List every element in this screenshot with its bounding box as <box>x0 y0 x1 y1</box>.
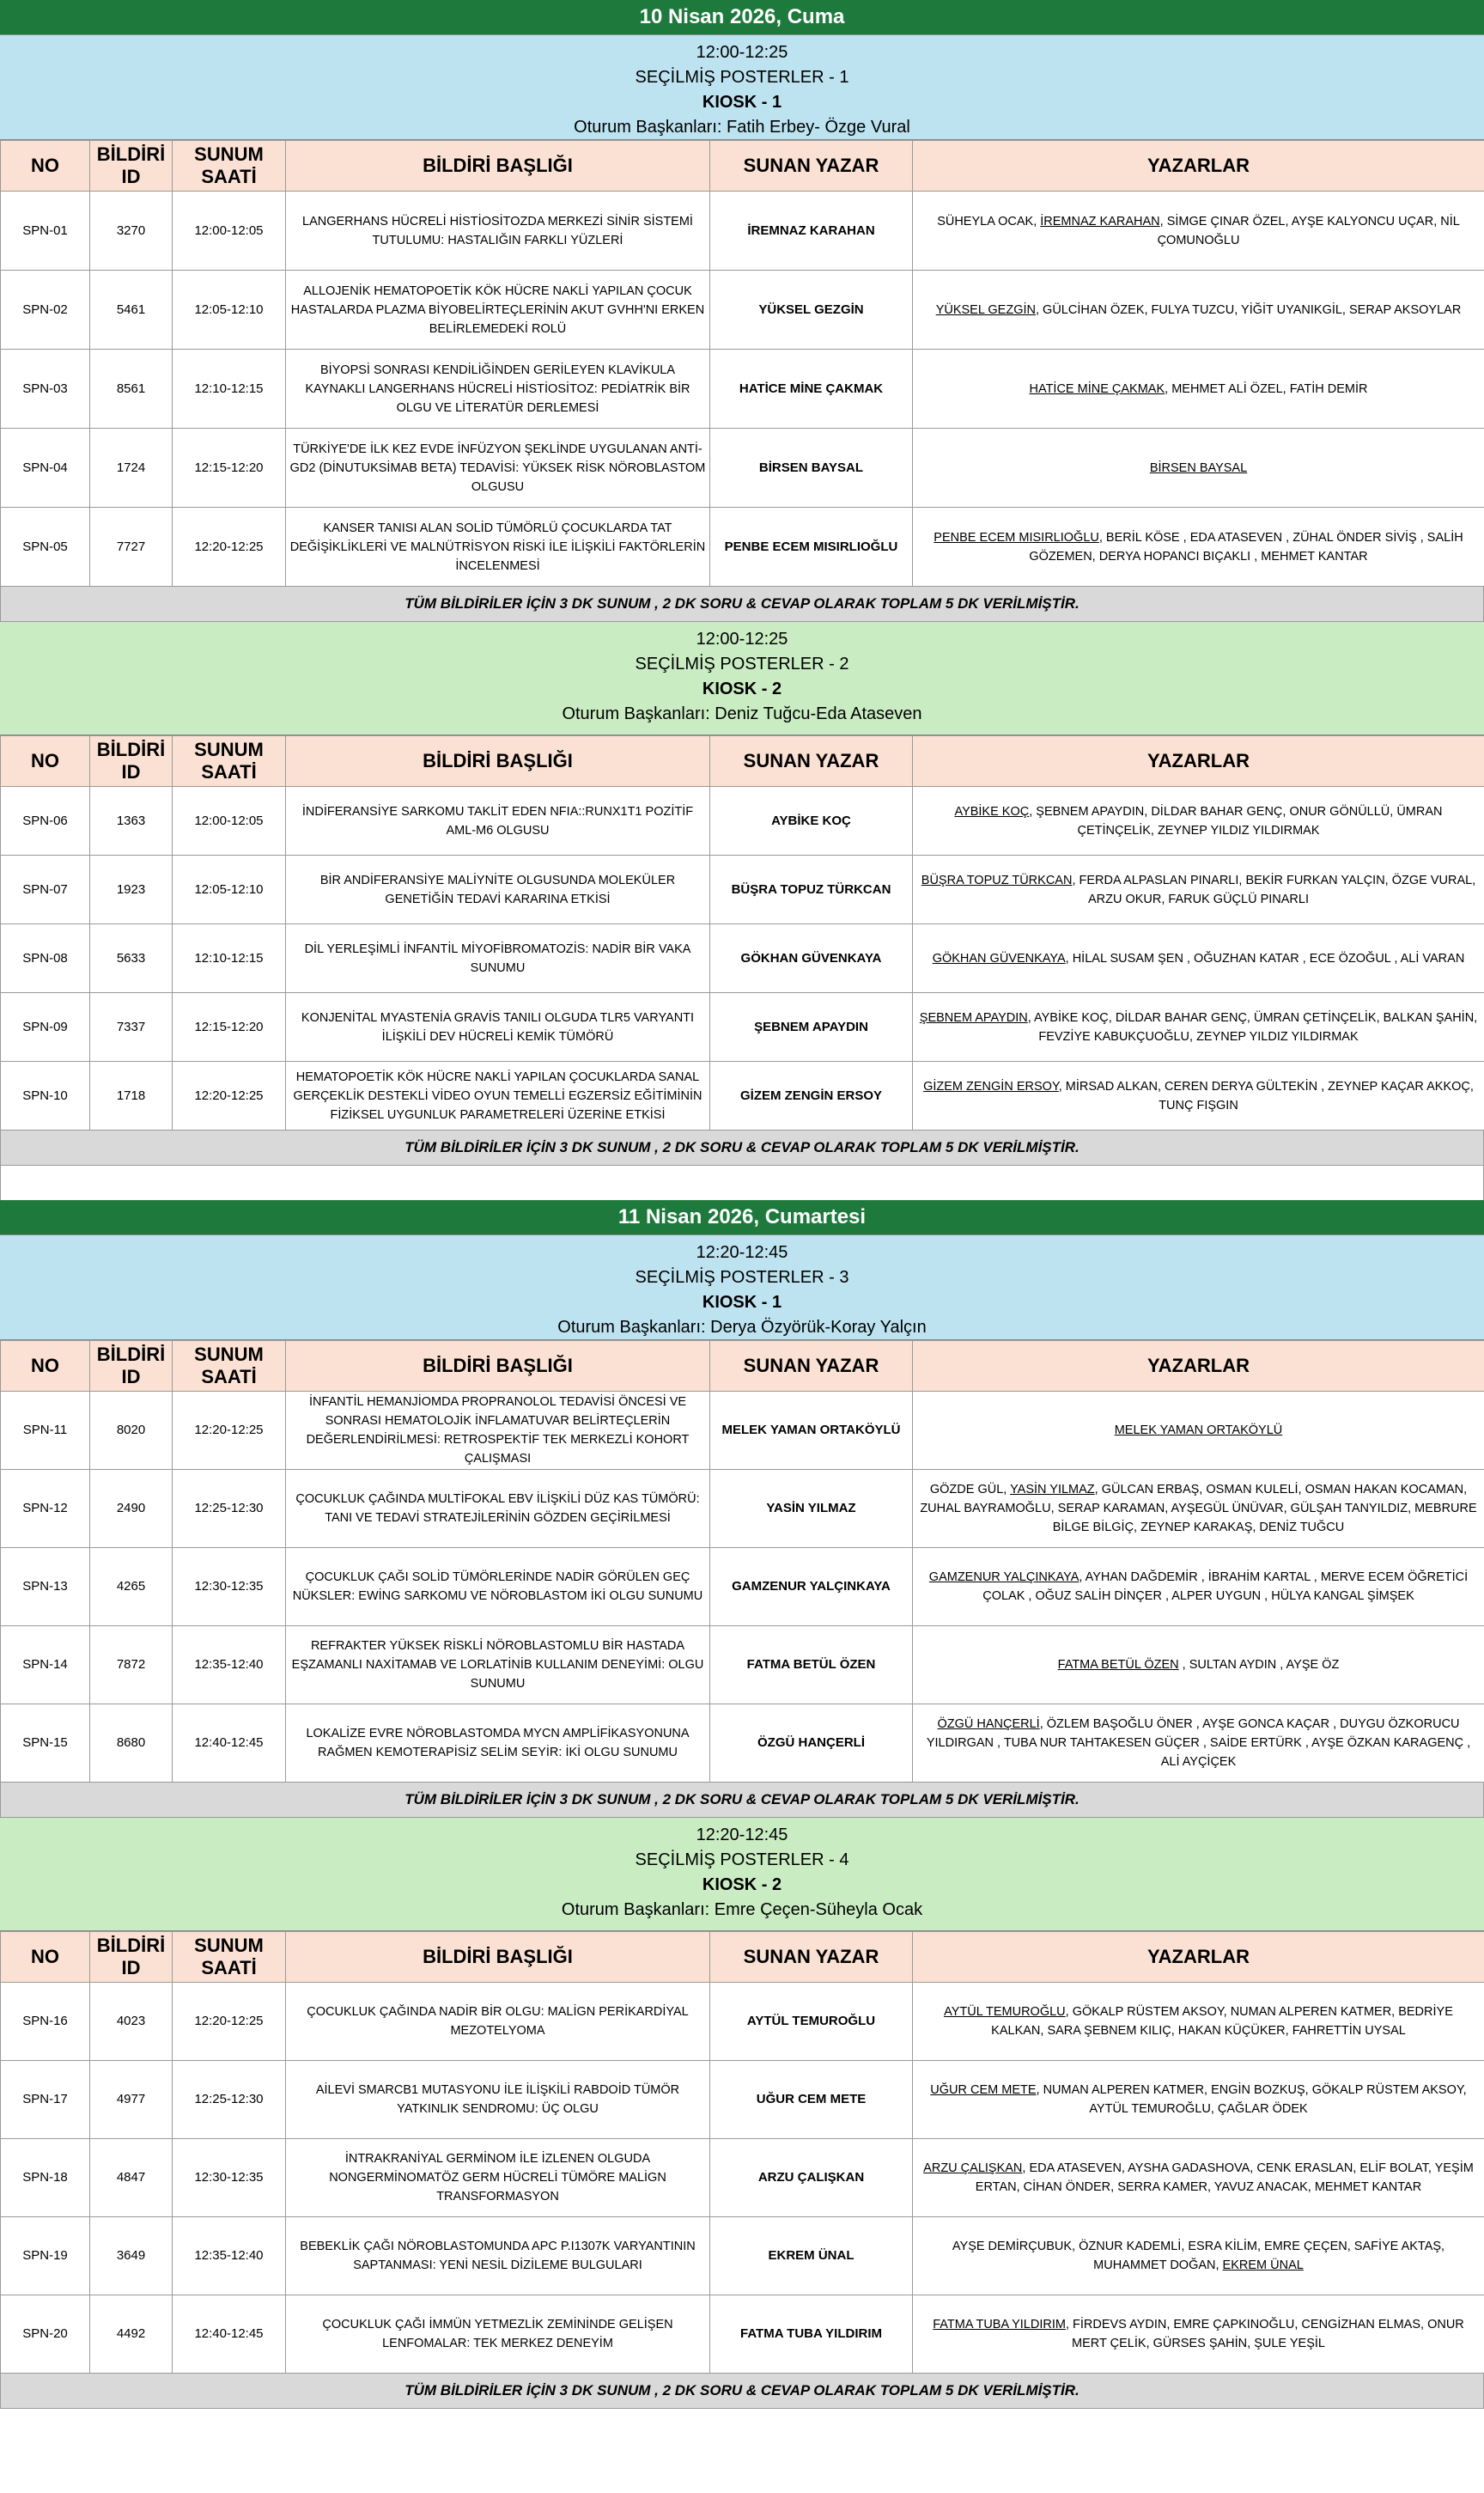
cell-presenter: AYBİKE KOÇ <box>710 787 913 856</box>
cell-time: 12:25-12:30 <box>173 1470 286 1548</box>
cell-time: 12:10-12:15 <box>173 350 286 429</box>
cell-id: 3649 <box>90 2217 173 2295</box>
table-header-row <box>1 1341 1484 1392</box>
cell-authors <box>913 2061 1484 2139</box>
cell-id: 2490 <box>90 1470 173 1548</box>
cell-title: İNTRAKRANİYAL GERMİNOM İLE İZLENEN OLGUDA NONGERMİNOMATÖZ GERM HÜCRELİ TÜMÖRE MALİGN TRANSFORMASYON <box>286 2139 710 2217</box>
session-table <box>0 735 1484 1131</box>
author-text: SÜHEYLA OCAK, <box>937 214 1041 229</box>
cell-authors <box>913 2139 1484 2217</box>
cell-time: 12:00-12:05 <box>173 787 286 856</box>
cell-authors <box>913 1626 1484 1704</box>
column-header-title: BİLDİRİ BAŞLIĞI <box>286 736 710 787</box>
day-spacer <box>0 1166 1484 1200</box>
cell-presenter: BİRSEN BAYSAL <box>710 429 913 508</box>
presenting-author: AYBİKE KOÇ <box>954 804 1030 819</box>
author-text: , NUMAN ALPEREN KATMER, ENGİN BOZKUŞ, GÖKALP RÜSTEM AKSOY, AYTÜL TEMUROĞLU, ÇAĞLAR ÖDEK <box>1036 2083 1467 2116</box>
cell-title: DİL YERLEŞİMLİ İNFANTİL MİYOFİBROMATOZİS: NADİR BİR VAKA SUNUMU <box>286 924 710 993</box>
cell-authors <box>913 1983 1484 2061</box>
cell-no: SPN-11 <box>1 1392 90 1470</box>
column-header-time: SUNUM SAATİ <box>173 1932 286 1983</box>
cell-time: 12:20-12:25 <box>173 1983 286 2061</box>
column-header-id: BİLDİRİ ID <box>90 141 173 192</box>
author-text: , AYHAN DAĞDEMİR , İBRAHİM KARTAL , MERVE ECEM ÖĞRETİCİ ÇOLAK , OĞUZ SALİH DİNÇER , ALPER UYGUN , HÜLYA KANGAL ŞİMŞEK <box>982 1570 1469 1603</box>
cell-presenter: FATMA TUBA YILDIRIM <box>710 2295 913 2374</box>
cell-authors <box>913 993 1484 1062</box>
cell-authors <box>913 429 1484 508</box>
cell-presenter: GÖKHAN GÜVENKAYA <box>710 924 913 993</box>
cell-id: 5633 <box>90 924 173 993</box>
table-row <box>1 1392 1484 1470</box>
cell-title: HEMATOPOETİK KÖK HÜCRE NAKLİ YAPILAN ÇOCUKLARDA SANAL GERÇEKLİK DESTEKLİ VİDEO OYUN TEMELLİ EGZERSİZ EĞİTİMİNİN FİZİKSEL UYGUNLUK PARAMETRELERİ ÜZERİNE ETKİSİ <box>286 1062 710 1131</box>
session-note: TÜM BİLDİRİLER İÇİN 3 DK SUNUM , 2 DK SORU & CEVAP OLARAK TOPLAM 5 DK VERİLMİŞTİR. <box>0 587 1484 622</box>
cell-time: 12:20-12:25 <box>173 508 286 587</box>
cell-presenter: FATMA BETÜL ÖZEN <box>710 1626 913 1704</box>
session-table <box>0 1931 1484 2374</box>
table-row <box>1 787 1484 856</box>
column-header-id: BİLDİRİ ID <box>90 1341 173 1392</box>
column-header-authors: YAZARLAR <box>913 1932 1484 1983</box>
presenting-author: GİZEM ZENGİN ERSOY <box>923 1079 1059 1094</box>
session-note: TÜM BİLDİRİLER İÇİN 3 DK SUNUM , 2 DK SORU & CEVAP OLARAK TOPLAM 5 DK VERİLMİŞTİR. <box>0 1131 1484 1166</box>
cell-time: 12:05-12:10 <box>173 856 286 924</box>
cell-presenter: HATİCE MİNE ÇAKMAK <box>710 350 913 429</box>
cell-authors <box>913 1392 1484 1470</box>
column-header-id: BİLDİRİ ID <box>90 1932 173 1983</box>
session-name: SEÇİLMİŞ POSTERLER - 4 <box>635 1850 849 1869</box>
day-title: 10 Nisan 2026, Cuma <box>0 0 1484 35</box>
cell-title: KONJENİTAL MYASTENİA GRAVİS TANILI OLGUDA TLR5 VARYANTI İLİŞKİLİ DEV HÜCRELİ KEMİK TÜMÖRÜ <box>286 993 710 1062</box>
presenting-author: AYTÜL TEMUROĞLU <box>944 2005 1066 2019</box>
author-text: , MEHMET ALİ ÖZEL, FATİH DEMİR <box>1165 381 1368 396</box>
cell-time: 12:30-12:35 <box>173 1548 286 1626</box>
column-header-authors: YAZARLAR <box>913 1341 1484 1392</box>
session-note: TÜM BİLDİRİLER İÇİN 3 DK SUNUM , 2 DK SORU & CEVAP OLARAK TOPLAM 5 DK VERİLMİŞTİR. <box>0 2374 1484 2409</box>
cell-authors <box>913 1548 1484 1626</box>
cell-no: SPN-17 <box>1 2061 90 2139</box>
session-table <box>0 140 1484 587</box>
presenting-author: YASİN YILMAZ <box>1010 1483 1095 1496</box>
table-row <box>1 1548 1484 1626</box>
cell-id: 1718 <box>90 1062 173 1131</box>
cell-presenter: YÜKSEL GEZGİN <box>710 271 913 350</box>
cell-title: ALLOJENİK HEMATOPOETİK KÖK HÜCRE NAKLİ YAPILAN ÇOCUK HASTALARDA PLAZMA BİYOBELİRTEÇLERİNİN AKUT GVHH'NI ERKEN BELİRLEMEDEKİ ROLÜ <box>286 271 710 350</box>
column-header-presenter: SUNAN YAZAR <box>710 1932 913 1983</box>
cell-title: İNDİFERANSİYE SARKOMU TAKLİT EDEN NFIA::RUNX1T1 POZİTİF AML-M6 OLGUSU <box>286 787 710 856</box>
author-text: , SULTAN AYDIN , AYŞE ÖZ <box>1178 1658 1340 1672</box>
session-chairs: Oturum Başkanları: Emre Çeçen-Süheyla Ocak <box>561 1900 923 1919</box>
cell-no: SPN-09 <box>1 993 90 1062</box>
column-header-time: SUNUM SAATİ <box>173 1341 286 1392</box>
table-row <box>1 856 1484 924</box>
cell-no: SPN-20 <box>1 2295 90 2374</box>
table-row <box>1 429 1484 508</box>
column-header-authors: YAZARLAR <box>913 736 1484 787</box>
cell-title: BİYOPSİ SONRASI KENDİLİĞİNDEN GERİLEYEN KLAVİKULA KAYNAKLI LANGERHANS HÜCRELİ HİSTİOSİTOZ: PEDİATRİK BİR OLGU VE LİTERATÜR DERLEMESİ <box>286 350 710 429</box>
presenting-author: ARZU ÇALIŞKAN <box>923 2161 1023 2175</box>
cell-time: 12:00-12:05 <box>173 192 286 271</box>
presenting-author: YÜKSEL GEZGİN <box>935 302 1036 317</box>
cell-presenter: PENBE ECEM MISIRLIOĞLU <box>710 508 913 587</box>
cell-id: 7872 <box>90 1626 173 1704</box>
session-time: 12:00-12:25 <box>696 630 788 649</box>
table-row <box>1 2295 1484 2374</box>
table-row <box>1 993 1484 1062</box>
table-row <box>1 1983 1484 2061</box>
column-header-no: NO <box>1 1341 90 1392</box>
cell-title: AİLEVİ SMARCB1 MUTASYONU İLE İLİŞKİLİ RABDOİD TÜMÖR YATKINLIK SENDROMU: ÜÇ OLGU <box>286 2061 710 2139</box>
cell-time: 12:15-12:20 <box>173 993 286 1062</box>
cell-no: SPN-08 <box>1 924 90 993</box>
column-header-title: BİLDİRİ BAŞLIĞI <box>286 1341 710 1392</box>
cell-time: 12:30-12:35 <box>173 2139 286 2217</box>
cell-id: 4847 <box>90 2139 173 2217</box>
column-header-time: SUNUM SAATİ <box>173 736 286 787</box>
cell-time: 12:20-12:25 <box>173 1062 286 1131</box>
presenting-author: PENBE ECEM MISIRLIOĞLU <box>934 530 1099 545</box>
table-row <box>1 1626 1484 1704</box>
column-header-authors: YAZARLAR <box>913 141 1484 192</box>
cell-authors <box>913 508 1484 587</box>
cell-no: SPN-05 <box>1 508 90 587</box>
cell-authors <box>913 2217 1484 2295</box>
table-header-row <box>1 736 1484 787</box>
author-text: , AYBİKE KOÇ, DİLDAR BAHAR GENÇ, ÜMRAN ÇETİNÇELİK, BALKAN ŞAHİN, FEVZİYE KABUKÇUOĞLU, ZEYNEP YILDIZ YILDIRMAK <box>1027 1010 1478 1044</box>
presenting-author: GAMZENUR YALÇINKAYA <box>928 1570 1080 1584</box>
cell-time: 12:05-12:10 <box>173 271 286 350</box>
cell-authors <box>913 1470 1484 1548</box>
author-text: , HİLAL SUSAM ŞEN , OĞUZHAN KATAR , ECE ÖZOĞUL , ALİ VARAN <box>1065 951 1465 966</box>
cell-id: 4492 <box>90 2295 173 2374</box>
cell-id: 8680 <box>90 1704 173 1783</box>
cell-authors <box>913 924 1484 993</box>
cell-presenter: AYTÜL TEMUROĞLU <box>710 1983 913 2061</box>
table-row <box>1 924 1484 993</box>
table-row <box>1 192 1484 271</box>
table-row <box>1 2061 1484 2139</box>
cell-id: 4023 <box>90 1983 173 2061</box>
cell-id: 5461 <box>90 271 173 350</box>
cell-title: KANSER TANISI ALAN SOLİD TÜMÖRLÜ ÇOCUKLARDA TAT DEĞİŞİKLİKLERİ VE MALNÜTRİSYON RİSKİ İLE İLİŞKİLİ FAKTÖRLERİN İNCELENMESİ <box>286 508 710 587</box>
cell-authors <box>913 192 1484 271</box>
session-table <box>0 1340 1484 1783</box>
cell-title: ÇOCUKLUK ÇAĞINDA NADİR BİR OLGU: MALİGN PERİKARDİYAL MEZOTELYOMA <box>286 1983 710 2061</box>
cell-presenter: ARZU ÇALIŞKAN <box>710 2139 913 2217</box>
cell-id: 3270 <box>90 192 173 271</box>
cell-no: SPN-02 <box>1 271 90 350</box>
cell-id: 8020 <box>90 1392 173 1470</box>
session-chairs: Oturum Başkanları: Derya Özyörük-Koray Yalçın <box>557 1318 927 1337</box>
cell-presenter: UĞUR CEM METE <box>710 2061 913 2139</box>
table-row <box>1 1704 1484 1783</box>
cell-authors <box>913 856 1484 924</box>
author-text: , GÖKALP RÜSTEM AKSOY, NUMAN ALPEREN KATMER, BEDRİYE KALKAN, SARA ŞEBNEM KILIÇ, HAKAN KÜÇÜKER, FAHRETTİN UYSAL <box>991 2005 1453 2038</box>
cell-title: İNFANTİL HEMANJİOMDA PROPRANOLOL TEDAVİSİ ÖNCESİ VE SONRASI HEMATOLOJİK İNFLAMATUVAR BELİRTEÇLERİN DEĞERLENDİRİLMESİ: RETROSPEKTİF TEK MERKEZLİ KOHORT ÇALIŞMASI <box>286 1392 710 1470</box>
presenting-author: GÖKHAN GÜVENKAYA <box>932 951 1066 966</box>
table-row <box>1 1062 1484 1131</box>
column-header-presenter: SUNAN YAZAR <box>710 736 913 787</box>
cell-title: ÇOCUKLUK ÇAĞINDA MULTİFOKAL EBV İLİŞKİLİ DÜZ KAS TÜMÖRÜ: TANI VE TEDAVİ STRATEJİLERİNİN GÖZDEN GEÇİRİLMESİ <box>286 1470 710 1548</box>
author-text: , GÜLCAN ERBAŞ, OSMAN KULELİ, OSMAN HAKAN KOCAMAN, ZUHAL BAYRAMOĞLU, SERAP KARAMAN, AYŞEGÜL ÜNÜVAR, GÜLŞAH TANYILDIZ, MEBRURE BİLGE BİLGİÇ, ZEYNEP KARAKAŞ, DENİZ TUĞCU <box>920 1483 1477 1534</box>
column-header-id: BİLDİRİ ID <box>90 736 173 787</box>
session-name: SEÇİLMİŞ POSTERLER - 1 <box>635 68 849 87</box>
presenting-author: FATMA BETÜL ÖZEN <box>1057 1658 1179 1672</box>
cell-title: LOKALİZE EVRE NÖROBLASTOMDA MYCN AMPLİFİKASYONUNA RAĞMEN KEMOTERAPİSİZ SELİM SEYİR: İKİ OLGU SUNUMU <box>286 1704 710 1783</box>
cell-time: 12:15-12:20 <box>173 429 286 508</box>
table-header-row <box>1 141 1484 192</box>
session-chairs: Oturum Başkanları: Fatih Erbey- Özge Vural <box>574 118 910 137</box>
cell-presenter: ÖZGÜ HANÇERLİ <box>710 1704 913 1783</box>
table-row <box>1 350 1484 429</box>
cell-no: SPN-04 <box>1 429 90 508</box>
cell-no: SPN-12 <box>1 1470 90 1548</box>
cell-no: SPN-07 <box>1 856 90 924</box>
column-header-no: NO <box>1 736 90 787</box>
author-text: , GÜLCİHAN ÖZEK, FULYA TUZCU, YİĞİT UYANIKGİL, SERAP AKSOYLAR <box>1036 302 1462 317</box>
cell-presenter: İREMNAZ KARAHAN <box>710 192 913 271</box>
cell-id: 7727 <box>90 508 173 587</box>
presenting-author: ŞEBNEM APAYDIN <box>919 1010 1028 1025</box>
cell-no: SPN-06 <box>1 787 90 856</box>
cell-presenter: ŞEBNEM APAYDIN <box>710 993 913 1062</box>
session-time: 12:20-12:45 <box>696 1243 788 1262</box>
author-text: , FİRDEVS AYDIN, EMRE ÇAPKINOĞLU, CENGİZHAN ELMAS, ONUR MERT ÇELİK, GÜRSES ŞAHİN, ŞULE YEŞİL <box>1065 2318 1464 2350</box>
session-header <box>0 1818 1484 1931</box>
cell-time: 12:10-12:15 <box>173 924 286 993</box>
cell-presenter: BÜŞRA TOPUZ TÜRKCAN <box>710 856 913 924</box>
session-kiosk: KIOSK - 1 <box>702 93 782 112</box>
cell-id: 4977 <box>90 2061 173 2139</box>
cell-time: 12:20-12:25 <box>173 1392 286 1470</box>
author-text: , BERİL KÖSE , EDA ATASEVEN , ZÜHAL ÖNDER SİVİŞ , SALİH GÖZEMEN, DERYA HOPANCI BIÇAKLI , MEHMET KANTAR <box>1029 530 1463 564</box>
cell-no: SPN-15 <box>1 1704 90 1783</box>
cell-presenter: GAMZENUR YALÇINKAYA <box>710 1548 913 1626</box>
cell-time: 12:35-12:40 <box>173 1626 286 1704</box>
cell-no: SPN-13 <box>1 1548 90 1626</box>
cell-time: 12:25-12:30 <box>173 2061 286 2139</box>
cell-presenter: YASİN YILMAZ <box>710 1470 913 1548</box>
cell-presenter: EKREM ÜNAL <box>710 2217 913 2295</box>
cell-no: SPN-16 <box>1 1983 90 2061</box>
session-kiosk: KIOSK - 2 <box>702 680 782 698</box>
cell-authors <box>913 1704 1484 1783</box>
table-row <box>1 508 1484 587</box>
cell-no: SPN-03 <box>1 350 90 429</box>
session-name: SEÇİLMİŞ POSTERLER - 3 <box>635 1268 849 1287</box>
author-text: , ÖZLEM BAŞOĞLU ÖNER , AYŞE GONCA KAÇAR , DUYGU ÖZKORUCU YILDIRGAN , TUBA NUR TAHTAKESEN GÜÇER , SAİDE ERTÜRK , AYŞE ÖZKAN KARAGENÇ , ALİ AYÇİÇEK <box>926 1717 1471 1769</box>
session-chairs: Oturum Başkanları: Deniz Tuğcu-Eda Ataseven <box>562 704 922 723</box>
day-title: 11 Nisan 2026, Cumartesi <box>0 1200 1484 1235</box>
author-text: AYŞE DEMİRÇUBUK, ÖZNUR KADEMLİ, ESRA KİLİM, EMRE ÇEÇEN, SAFİYE AKTAŞ, MUHAMMET DOĞAN, <box>952 2240 1445 2272</box>
cell-no: SPN-19 <box>1 2217 90 2295</box>
author-text: , EDA ATASEVEN, AYSHA GADASHOVA, CENK ERASLAN, ELİF BOLAT, YEŞİM ERTAN, CİHAN ÖNDER, SERRA KAMER, YAVUZ ANACAK, MEHMET KANTAR <box>975 2161 1474 2194</box>
presenting-author: BİRSEN BAYSAL <box>1149 460 1248 475</box>
session-time: 12:20-12:45 <box>696 1826 788 1844</box>
table-row <box>1 2217 1484 2295</box>
presenting-author: HATİCE MİNE ÇAKMAK <box>1029 381 1165 396</box>
cell-id: 8561 <box>90 350 173 429</box>
cell-title: LANGERHANS HÜCRELİ HİSTİOSİTOZDA MERKEZİ SİNİR SİSTEMİ TUTULUMU: HASTALIĞIN FARKLI YÜZLERİ <box>286 192 710 271</box>
session-header <box>0 1235 1484 1340</box>
cell-id: 1363 <box>90 787 173 856</box>
presenting-author: ÖZGÜ HANÇERLİ <box>937 1717 1040 1731</box>
cell-presenter: MELEK YAMAN ORTAKÖYLÜ <box>710 1392 913 1470</box>
cell-time: 12:40-12:45 <box>173 1704 286 1783</box>
table-row <box>1 271 1484 350</box>
cell-time: 12:40-12:45 <box>173 2295 286 2374</box>
session-header <box>0 35 1484 140</box>
cell-authors <box>913 2295 1484 2374</box>
column-header-presenter: SUNAN YAZAR <box>710 141 913 192</box>
author-text: , ŞEBNEM APAYDIN, DİLDAR BAHAR GENÇ, ONUR GÖNÜLLÜ, ÜMRAN ÇETİNÇELİK, ZEYNEP YILDIZ YILDIRMAK <box>1029 804 1443 838</box>
cell-authors <box>913 1062 1484 1131</box>
presenting-author: İREMNAZ KARAHAN <box>1040 214 1160 229</box>
author-text: , FERDA ALPASLAN PINARLI, BEKİR FURKAN YALÇIN, ÖZGE VURAL, ARZU OKUR, FARUK GÜÇLÜ PINARLI <box>1072 873 1476 906</box>
cell-authors <box>913 787 1484 856</box>
author-text: , MİRSAD ALKAN, CEREN DERYA GÜLTEKİN , ZEYNEP KAÇAR AKKOÇ, TUNÇ FIŞGIN <box>1058 1079 1474 1112</box>
session-name: SEÇİLMİŞ POSTERLER - 2 <box>635 655 849 674</box>
cell-title: ÇOCUKLUK ÇAĞI İMMÜN YETMEZLİK ZEMİNİNDE GELİŞEN LENFOMALAR: TEK MERKEZ DENEYİM <box>286 2295 710 2374</box>
presenting-author: BÜŞRA TOPUZ TÜRKCAN <box>921 873 1073 887</box>
cell-authors <box>913 350 1484 429</box>
author-text: GÖZDE GÜL, <box>929 1483 1011 1496</box>
cell-authors <box>913 271 1484 350</box>
session-time: 12:00-12:25 <box>696 43 788 62</box>
column-header-title: BİLDİRİ BAŞLIĞI <box>286 1932 710 1983</box>
author-text: , SİMGE ÇINAR ÖZEL, AYŞE KALYONCU UÇAR, NİL ÇOMUNOĞLU <box>1157 214 1460 247</box>
table-row <box>1 2139 1484 2217</box>
column-header-no: NO <box>1 141 90 192</box>
table-row <box>1 1470 1484 1548</box>
cell-title: REFRAKTER YÜKSEK RİSKLİ NÖROBLASTOMLU BİR HASTADA EŞZAMANLI NAXİTAMAB VE LORLATİNİB KULLANIM DENEYİMİ: OLGU SUNUMU <box>286 1626 710 1704</box>
cell-id: 1923 <box>90 856 173 924</box>
cell-no: SPN-10 <box>1 1062 90 1131</box>
session-kiosk: KIOSK - 1 <box>702 1293 782 1312</box>
cell-id: 1724 <box>90 429 173 508</box>
cell-no: SPN-01 <box>1 192 90 271</box>
cell-time: 12:35-12:40 <box>173 2217 286 2295</box>
presenting-author: UĞUR CEM METE <box>930 2083 1037 2097</box>
cell-id: 7337 <box>90 993 173 1062</box>
cell-title: TÜRKİYE'DE İLK KEZ EVDE İNFÜZYON ŞEKLİNDE UYGULANAN ANTİ-GD2 (DİNUTUKSİMAB BETA) TEDAVİSİ: YÜKSEK RİSK NÖROBLASTOM OLGUSU <box>286 429 710 508</box>
presenting-author: EKREM ÜNAL <box>1222 2258 1304 2272</box>
presenting-author: MELEK YAMAN ORTAKÖYLÜ <box>1114 1423 1283 1437</box>
column-header-presenter: SUNAN YAZAR <box>710 1341 913 1392</box>
cell-presenter: GİZEM ZENGİN ERSOY <box>710 1062 913 1131</box>
cell-title: BİR ANDİFERANSİYE MALİYNİTE OLGUSUNDA MOLEKÜLER GENETİĞİN TEDAVİ KARARINA ETKİSİ <box>286 856 710 924</box>
cell-no: SPN-18 <box>1 2139 90 2217</box>
cell-no: SPN-14 <box>1 1626 90 1704</box>
cell-id: 4265 <box>90 1548 173 1626</box>
presenting-author: FATMA TUBA YILDIRIM <box>933 2318 1066 2331</box>
cell-title: BEBEKLİK ÇAĞI NÖROBLASTOMUNDA APC P.I1307K VARYANTININ SAPTANMASI: YENİ NESİL DİZİLEME BULGULARI <box>286 2217 710 2295</box>
session-kiosk: KIOSK - 2 <box>702 1875 782 1894</box>
session-note: TÜM BİLDİRİLER İÇİN 3 DK SUNUM , 2 DK SORU & CEVAP OLARAK TOPLAM 5 DK VERİLMİŞTİR. <box>0 1783 1484 1818</box>
session-header <box>0 622 1484 735</box>
table-header-row <box>1 1932 1484 1983</box>
column-header-time: SUNUM SAATİ <box>173 141 286 192</box>
column-header-title: BİLDİRİ BAŞLIĞI <box>286 141 710 192</box>
column-header-no: NO <box>1 1932 90 1983</box>
cell-title: ÇOCUKLUK ÇAĞI SOLİD TÜMÖRLERİNDE NADİR GÖRÜLEN GEÇ NÜKSLER: EWİNG SARKOMU VE NÖROBLASTOM İKİ OLGU SUNUMU <box>286 1548 710 1626</box>
